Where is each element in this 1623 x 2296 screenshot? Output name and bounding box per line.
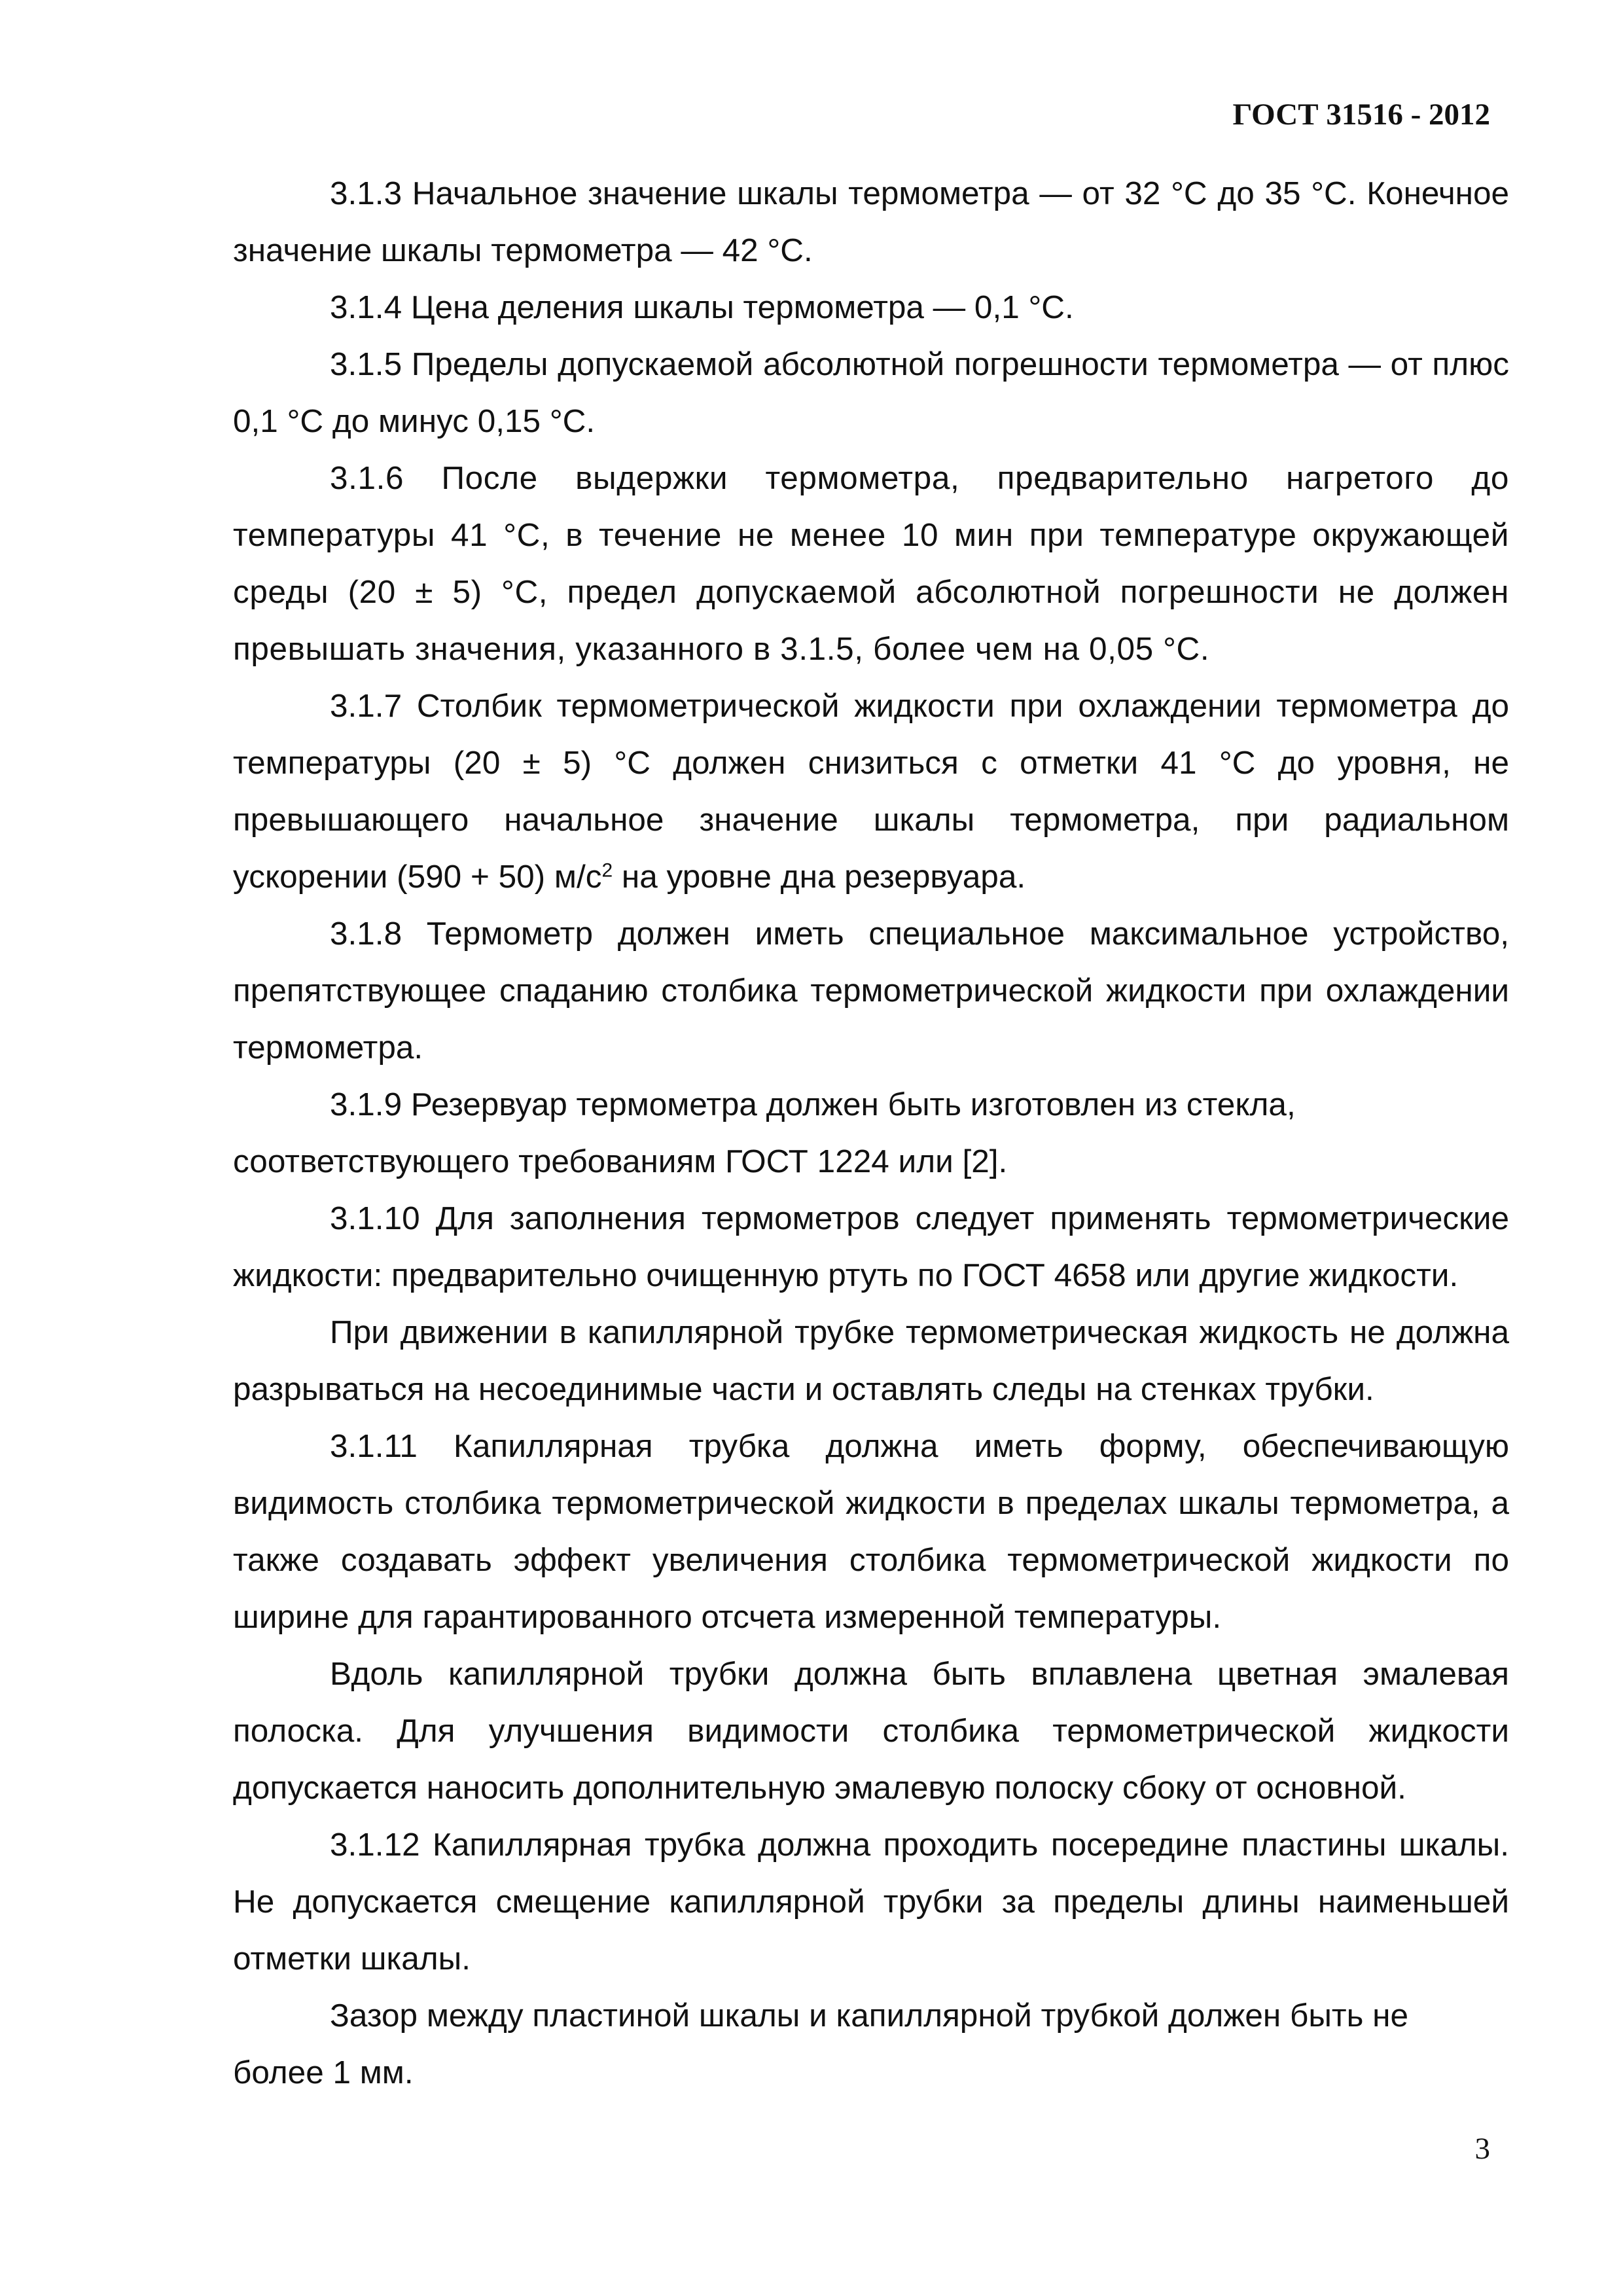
paragraph-3-1-9-line-2: соответствующего требованиям ГОСТ 1224 или [2]. [233, 1143, 1008, 1179]
superscript-exponent: 2 [601, 859, 613, 882]
page-number: 3 [1474, 2132, 1490, 2166]
paragraph-3-1-7-text: 3.1.7 Столбик термометрической жидкости при охлаждении термометра до температуры (20 ± 5) °С должен снизиться с отметки 41 °С до уровня, не превышающего начальное значение шкалы термометра, при радиальном ускорении (590 + 50) м/с [233, 688, 1509, 895]
paragraph-3-1-10-continuation: При движении в капиллярной трубке термометрическая жидкость не должна разрываться на несоединимые части и оставлять следы на стенках трубки. [233, 1314, 1509, 1407]
paragraph-3-1-4: 3.1.4 Цена деления шкалы термометра — 0,1 °С. [330, 289, 1074, 325]
paragraph-3-1-3: 3.1.3 Начальное значение шкалы термометра — от 32 °С до 35 °С. Конечное значение шкалы термометра — 42 °С. [233, 175, 1509, 268]
paragraph-3-1-8: 3.1.8 Термометр должен иметь специальное максимальное устройство, препятствующее спаданию столбика термометрической жидкости при охлаждении термометра. [233, 916, 1509, 1066]
paragraph-3-1-6: 3.1.6 После выдержки термометра, предварительно нагретого до температуры 41 °С, в течение не менее 10 мин при температуре окружающей среды (20 ± 5) °С, предел допускаемой абсолютной погрешности не должен превышать значения, указанного в 3.1.5, более чем на 0,05 °С. [233, 460, 1509, 667]
paragraph-3-1-11-continuation: Вдоль капиллярной трубки должна быть вплавлена цветная эмалевая полоска. Для улучшения видимости столбика термометрической жидкости допускается наносить дополнительную эмалевую полоску сбоку от основной. [233, 1656, 1509, 1806]
paragraph-3-1-7 [233, 677, 1509, 905]
paragraph-3-1-12: 3.1.12 Капиллярная трубка должна проходить посередине пластины шкалы. Не допускается смещение капиллярной трубки за пределы длины наименьшей отметки шкалы. [233, 1827, 1509, 1977]
paragraph-3-1-12-continuation-line-1: Зазор между пластиной шкалы и капиллярной трубкой должен быть не [330, 1998, 1408, 2034]
paragraph-3-1-9-line-1: 3.1.9 Резервуар термометра должен быть изготовлен из стекла, [330, 1086, 1296, 1122]
paragraph-3-1-7-tail: на уровне дна резервуара. [613, 859, 1026, 895]
document-header: ГОСТ 31516 - 2012 [1232, 98, 1490, 132]
paragraph-3-1-5: 3.1.5 Пределы допускаемой абсолютной погрешности термометра — от плюс 0,1 °С до минус 0,15 °С. [233, 346, 1509, 439]
paragraph-3-1-12-continuation-line-2: более 1 мм. [233, 2054, 414, 2090]
document-body [233, 165, 1509, 2101]
paragraph-3-1-10: 3.1.10 Для заполнения термометров следует применять термометрические жидкости: предварительно очищенную ртуть по ГОСТ 4658 или другие жидкости. [233, 1200, 1509, 1293]
paragraph-3-1-11: 3.1.11 Капиллярная трубка должна иметь форму, обеспечивающую видимость столбика термометрической жидкости в пределах шкалы термометра, а также создавать эффект увеличения столбика термометрической жидкости по ширине для гарантированного отсчета измеренной температуры. [233, 1428, 1509, 1635]
